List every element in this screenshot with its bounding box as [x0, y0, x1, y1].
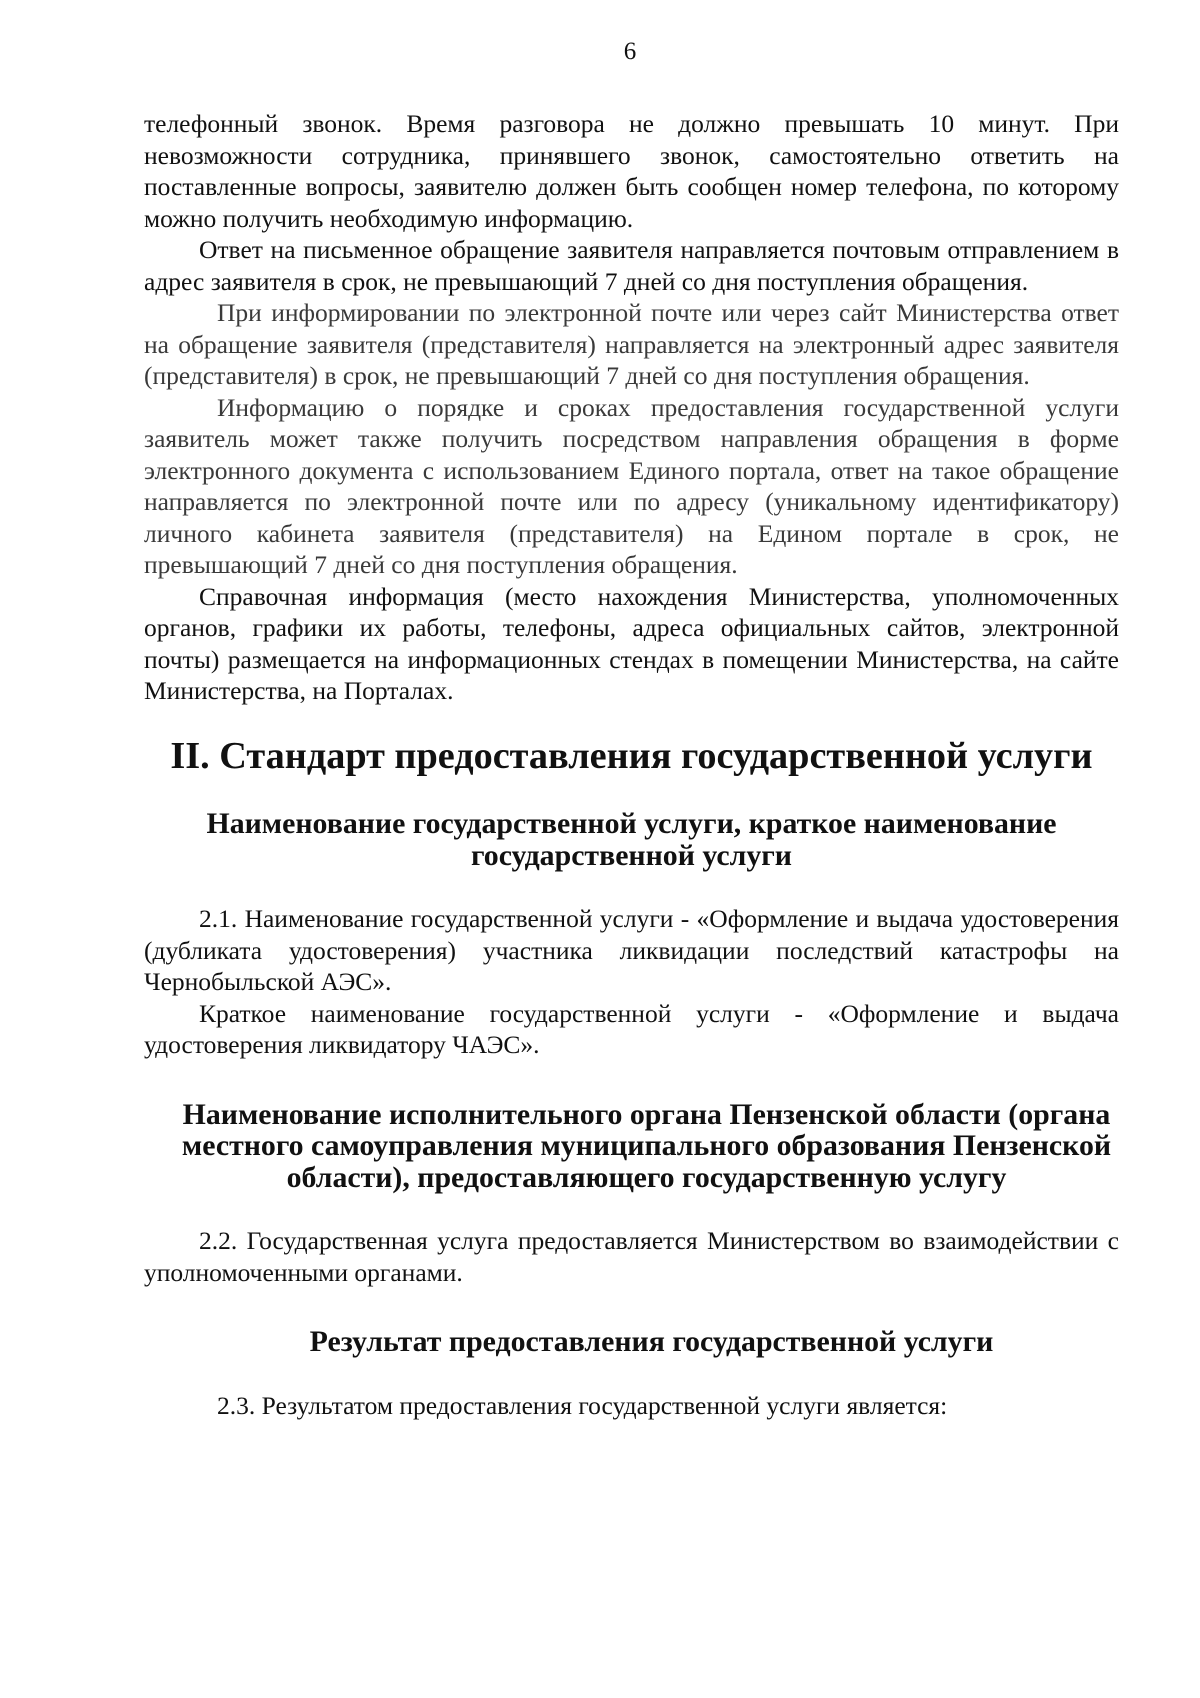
result-heading: Результат предоставления государственной услуги — [309, 1325, 994, 1358]
paragraph-email-info: При информировании по электронной почте или через сайт Министерства ответ на обращение заявителя (представителя) направляется на электронный адрес заявителя (представителя) в срок, не превышающий 7 дней со дня поступления обращения. — [144, 298, 1119, 390]
paragraph-phone-call: телефонный звонок. Время разговора не должно превышать 10 минут. При невозможности сотрудника, принявшего звонок, самостоятельно ответить на поставленные вопросы, заявителю должен быть сообщен номер телефона, по которому можно получить необходимую информацию. — [144, 109, 1119, 233]
document-body — [144, 108, 1119, 1421]
page-number: 6 — [623, 38, 637, 65]
service-name-heading: Наименование государственной услуги, краткое наименование государственной услуги — [206, 807, 1057, 872]
executive-organ-heading: Наименование исполнительного органа Пензенской области (органа местного самоуправления муниципального образования Пензенской области), предоставляющего государственную услугу — [181, 1097, 1112, 1194]
paragraph-2-1: 2.1. Наименование государственной услуги - «Оформление и выдача удостоверения (дубликата удостоверения) участника ликвидации последствий катастрофы на Чернобыльской АЭС». — [144, 904, 1119, 996]
paragraph-2-3: 2.3. Результатом предоставления государственной услуги является: — [217, 1390, 948, 1420]
paragraph-unified-portal: Информацию о порядке и сроках предоставления государственной услуги заявитель может также получить посредством направления обращения в форме электронного документа с использованием Единого портала, ответ на такое обращение направляется по электронной почте или по адресу (уникальному идентификатору) личного кабинета заявителя (представителя) на Едином портале в срок, не превышающий 7 дней со дня поступления обращения. — [144, 392, 1119, 579]
paragraph-reference-info: Справочная информация (место нахождения Министерства, уполномоченных органов, графики их работы, телефоны, адреса официальных сайтов, электронной почты) размещается на информационных стендах в помещении Министерства, на сайте Министерства, на Порталах. — [144, 581, 1119, 705]
paragraph-written-appeal: Ответ на письменное обращение заявителя направляется почтовым отправлением в адрес заявителя в срок, не превышающий 7 дней со дня поступления обращения. — [144, 235, 1119, 296]
paragraph-short-name: Краткое наименование государственной услуги - «Оформление и выдача удостоверения ликвидатору ЧАЭС». — [144, 998, 1119, 1059]
paragraph-2-2: 2.2. Государственная услуга предоставляется Министерством во взаимодействии с уполномоченными органами. — [144, 1226, 1119, 1287]
section-heading: II. Стандарт предоставления государственной услуги — [170, 734, 1093, 777]
